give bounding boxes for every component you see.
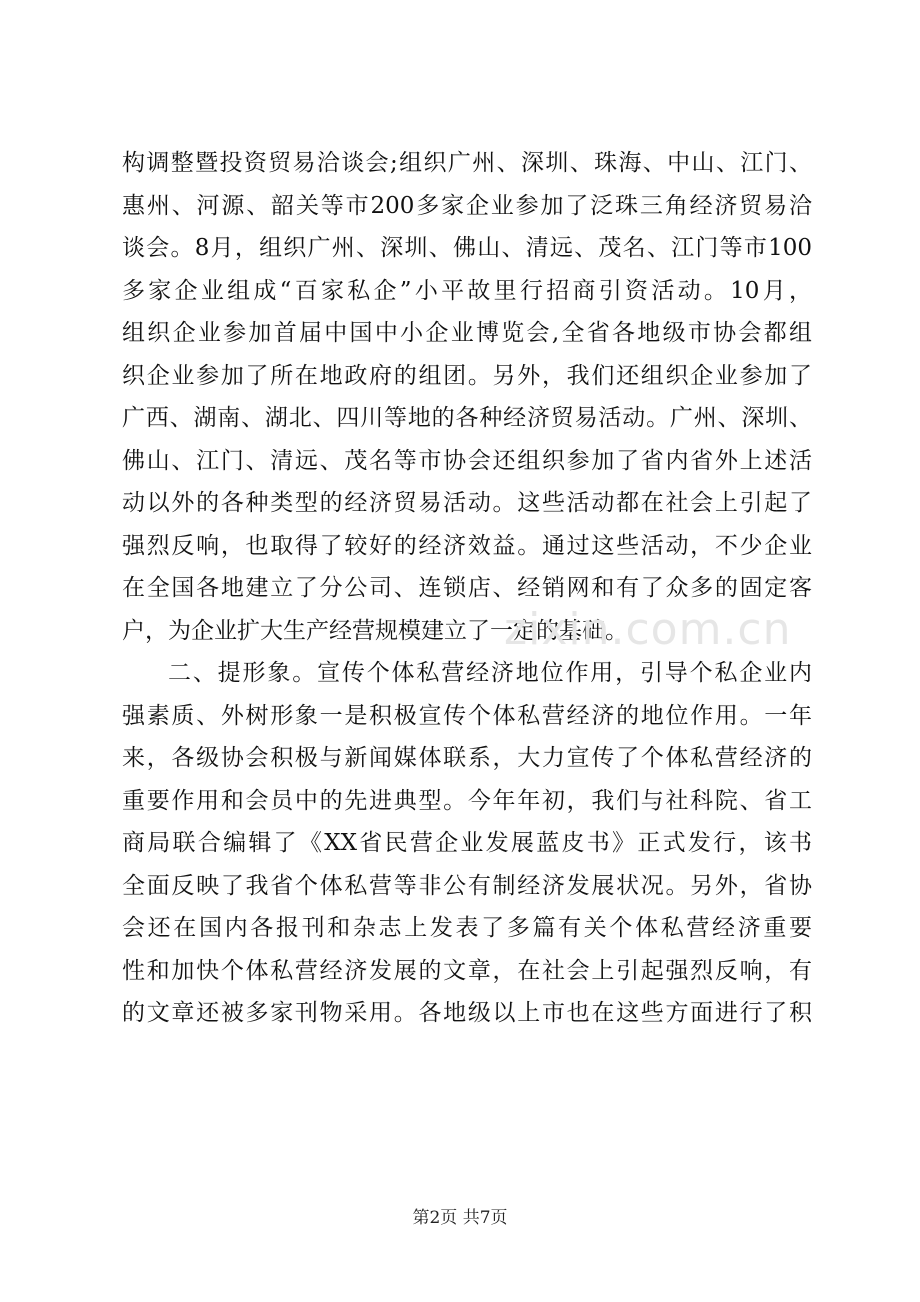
text-line: 构调整暨投资贸易洽谈会;组织广州、深圳、珠海、中山、江门、 xyxy=(122,150,812,176)
text-line: 强烈反响，也取得了较好的经济效益。通过这些活动，不少企业 xyxy=(122,532,812,559)
page-footer: 第2页 共7页 xyxy=(412,1208,508,1228)
text-line: 重要作用和会员中的先进典型。今年年初，我们与社科院、省工 xyxy=(122,787,812,814)
text-line: 会还在国内各报刊和杂志上发表了多篇有关个体私营经济重要 xyxy=(122,915,812,941)
text-line: 在全国各地建立了分公司、连锁店、经销网和有了众多的固定客 xyxy=(122,575,812,601)
text-line: 全面反映了我省个体私营等非公有制经济发展状况。另外，省协 xyxy=(122,872,812,899)
text-line: 商局联合编辑了《XX省民营企业发展蓝皮书》正式发行，该书 xyxy=(122,830,812,856)
text-line: 惠州、河源、韶关等市200多家企业参加了泛珠三角经济贸易洽 xyxy=(122,192,812,219)
paragraph-2 xyxy=(122,652,812,1035)
text-line: 织企业参加了所在地政府的组团。另外，我们还组织企业参加了 xyxy=(122,362,812,389)
text-line: 来，各级协会积极与新闻媒体联系，大力宣传了个体私营经济的 xyxy=(122,745,812,771)
text-line: 二、提形象。宣传个体私营经济地位作用，引导个私企业内 xyxy=(168,660,812,686)
text-line: 广西、湖南、湖北、四川等地的各种经济贸易活动。广州、深圳、 xyxy=(122,405,812,431)
text-line: 谈会。8月，组织广州、深圳、佛山、清远、茂名、江门等市100 xyxy=(122,235,812,261)
text-line: 动以外的各种类型的经济贸易活动。这些活动都在社会上引起了 xyxy=(122,490,812,516)
watermark: zixin.com.cn xyxy=(504,604,792,655)
text-line: 的文章还被多家刊物采用。各地级以上市也在这些方面进行了积 xyxy=(122,1000,812,1026)
text-line: 组织企业参加首届中国中小企业博览会,全省各地级市协会都组 xyxy=(122,320,812,346)
paragraph-1 xyxy=(122,142,812,652)
text-line: 强素质、外树形象一是积极宣传个体私营经济的地位作用。一年 xyxy=(122,702,812,729)
text-line: 多家企业组成“百家私企”小平故里行招商引资活动。10月， xyxy=(122,277,812,304)
text-line: 佛山、江门、清远、茂名等市协会还组织参加了省内省外上述活 xyxy=(122,447,812,474)
body-text xyxy=(122,142,812,1035)
text-line: 性和加快个体私营经济发展的文章，在社会上引起强烈反响，有 xyxy=(122,957,812,984)
text-line: 户，为企业扩大生产经营规模建立了一定的基础。 xyxy=(122,617,628,644)
